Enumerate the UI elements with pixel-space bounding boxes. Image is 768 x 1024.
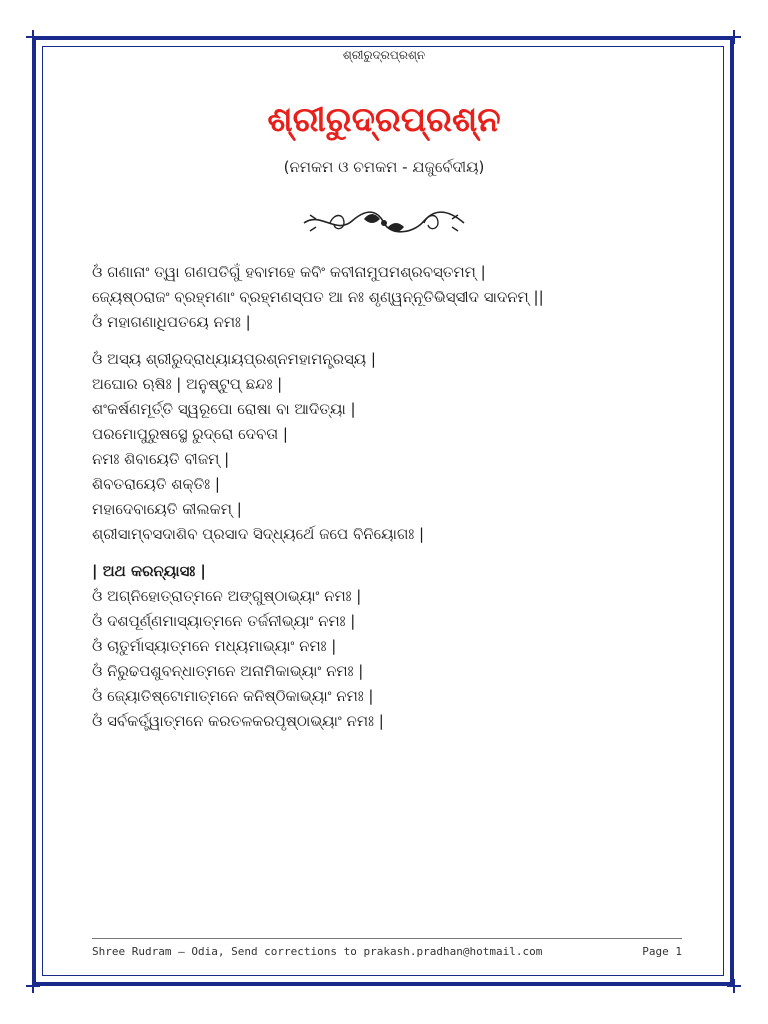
invocation-line: ଜ୍ୟେଷ୍ଠରାଜଂ ବ୍ରହ୍ମଣାଂ ବ୍ରହ୍ମଣସ୍ପତ ଆ ନଃ ଶୃଣ୍ୱନ୍ନୂତିଭିସ୍ସୀଦ ସାଦନମ୍ || xyxy=(92,288,544,306)
viniyoga-line: ଶଂକର୍ଷଣମୂର୍ତ୍ତି ସ୍ୱରୂପୋ ରୋଷା ବା ଆଦିତ୍ୟା | xyxy=(92,400,356,418)
karanyasa-line: ଓଁ ଦଶପୂର୍ଣ୍ଣମାସ୍ୟାତ୍ମନେ ତର୍ଜନୀଭ୍ୟାଂ ନମଃ | xyxy=(92,612,356,630)
viniyoga-line: ମହାଦେବାୟେତି କୀଲକମ୍ | xyxy=(92,500,242,518)
footer-divider xyxy=(92,938,682,939)
verse-body xyxy=(92,260,692,734)
corner-ornament-bottom-right xyxy=(727,979,741,993)
page-footer xyxy=(92,945,682,961)
karanyasa-line: ଓଁ ଜ୍ୟୋତିଷ୍ଟୋମାତ୍ମନେ କନିଷ୍ଠିକାଭ୍ୟାଂ ନମଃ | xyxy=(92,687,374,705)
viniyoga-line: ପରମୋପୁରୁଷସ୍ଥେ ରୁଦ୍ରୋ ଦେବତା | xyxy=(92,425,288,443)
corner-ornament-bottom-left xyxy=(26,979,40,993)
karanyasa-line: ଓଁ ଅଗ୍ନିହୋତ୍ରାତ୍ମନେ ଅଙ୍ଗୁଷ୍ଠାଭ୍ୟାଂ ନମଃ | xyxy=(92,587,362,605)
viniyoga-line: ଓଁ ଅସ୍ୟ ଶ୍ରୀରୁଦ୍ରାଧ୍ୟାୟପ୍ରଶ୍ନମହାମନ୍ତ୍ରସ୍ୟ | xyxy=(92,350,376,368)
page-number: Page 1 xyxy=(642,945,682,958)
footer-credit: Shree Rudram – Odia, Send corrections to prakash.pradhan@hotmail.com xyxy=(92,945,543,958)
karanyasa-line: ଓଁ ସର୍ବକର୍ତ୍ତ୍ୱାତ୍ମନେ କରତଳକରପୃଷ୍ଠାଭ୍ୟାଂ ନମଃ | xyxy=(92,712,384,730)
running-header: ଶ୍ରୀରୁଦ୍ରପ୍ରଶ୍ନ xyxy=(342,48,426,62)
viniyoga-line: ଶ୍ରୀସାମ୍ବସଦାଶିବ ପ୍ରସାଦ ସିଦ୍ଧ୍ୟର୍ଥେ ଜପେ ବିନିୟୋଗଃ | xyxy=(92,525,425,543)
corner-ornament-top-left xyxy=(26,30,40,44)
invocation-line: ଓଁ ମହାଗଣାଧିପତୟେ ନମଃ | xyxy=(92,313,251,331)
corner-ornament-top-right xyxy=(727,30,741,44)
viniyoga-line: ନମଃ ଶିବାୟେତି ବୀଜମ୍ | xyxy=(92,450,230,468)
floral-divider-icon xyxy=(300,205,468,239)
viniyoga-line: ଅଘୋର ଋଷିଃ | ଅନୁଷ୍ଟୁପ୍ ଛନ୍ଦଃ | xyxy=(92,375,283,393)
viniyoga-line: ଶିବତରାୟେତି ଶକ୍ତିଃ | xyxy=(92,475,220,493)
page-subtitle: (ନମକମ ଓ ଚମକମ - ଯଜୁର୍ବେଦୀୟ) xyxy=(283,158,485,176)
karanyasa-heading: | ଅଥ କରନ୍ୟାସଃ | xyxy=(92,562,206,580)
karanyasa-line: ଓଁ ଚାତୁର୍ମାସ୍ୟାତ୍ମନେ ମଧ୍ୟମାଭ୍ୟାଂ ନମଃ | xyxy=(92,637,337,655)
karanyasa-line: ଓଁ ନିରୁଢପଶୁବନ୍ଧାତ୍ମନେ ଅନାମିକାଭ୍ୟାଂ ନମଃ | xyxy=(92,662,364,680)
page-title: ଶ୍ରୀରୁଦ୍ରପ୍ରଶ୍ନ xyxy=(267,100,501,140)
invocation-line: ଓଁ ଗଣାନାଂ ତ୍ୱା ଗଣପତିଗୁଁ ହବାମହେ କବିଂ କବୀନାମୁପମଶ୍ରବସ୍ତମମ୍ | xyxy=(92,263,486,281)
